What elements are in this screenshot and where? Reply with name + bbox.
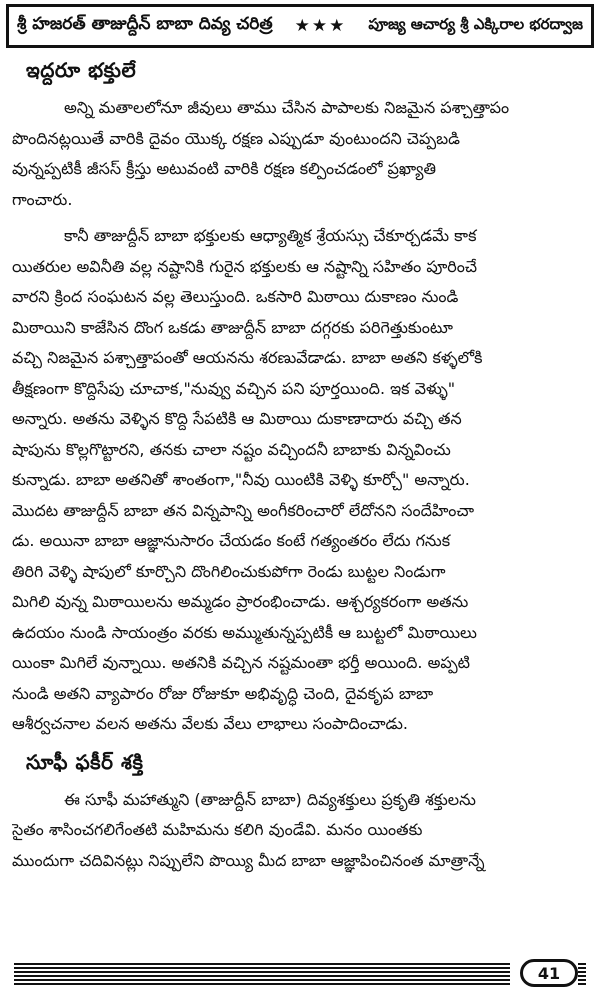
running-header (6, 4, 594, 48)
paragraph (12, 93, 590, 215)
text-line: అన్ని మతాలలోనూ జీవులు తాము చేసిన పాపాలకు నిజమైన పశ్చాత్తాపం (64, 98, 510, 117)
text-line: డు. అయినా బాబా ఆజ్ఞానుసారం చేయడం కంటే గత్యంతరం లేదు గనుక (12, 531, 451, 550)
text-line: సైతం శాసించగలిగేంతటి మహిమను కలిగి వుండేవి. మనం యింతకు (12, 820, 423, 839)
text-line: తిరిగి వెళ్ళి షాపులో కూర్చొని దొంగిలించుకుపోగా రెండు బుట్టల నిండుగా (12, 561, 446, 581)
text-line: ఈ సూఫీ మహాత్ముని (తాజుద్దీన్ బాబా) దివ్యశక్తులు ప్రకృతి శక్తులను (64, 789, 476, 809)
text-line: నుండి అతని వ్యాపారం రోజు రోజుకూ అభివృద్ధి చెంది, దైవకృప బాబా (12, 683, 434, 703)
text-line: పొందినట్లయితే వారికి దైవం యొక్క రక్షణ ఎప్పుడూ వుంటుందని చెప్పబడి (12, 128, 460, 148)
section-heading-1: ఇద్దరూ భక్తులే (26, 58, 137, 82)
book-title: శ్రీ హజరత్ తాజుద్దీన్ బాబా దివ్య చరిత్ర (17, 14, 273, 34)
text-line: షాపును కొల్లగొట్టారని, తనకు చాలా నష్టం వచ్చిందనీ బాబాకు విన్నవించు (12, 439, 451, 459)
text-line: వారని క్రింద సంఘటన వల్ల తెలుస్తుంది. ఒకసారి మిఠాయి దుకాణం నుండి (12, 287, 459, 306)
page-content (12, 58, 590, 882)
text-line: ఉదయం నుండి సాయంత్రం వరకు అమ్ముతున్నప్పటికీ ఆ బుట్టలో మిఠాయిలు (12, 622, 477, 642)
paragraph (12, 221, 590, 740)
text-line: యితరుల అవినీతి వల్ల నష్టానికి గురైన భక్తులకు ఆ నష్టాన్ని సహితం పూరించే (12, 256, 478, 276)
text-line: అన్నారు. అతను వెళ్ళిన కొద్ది సేపటికి ఆ మిఠాయి దుకాణాదారు వచ్చి తన (12, 409, 462, 428)
text-line: తీక్షణంగా కొద్దిసేపు చూచాక,"నువ్వు వచ్చిన పని పూర్తయింది. ఇక వెళ్ళు" (12, 378, 456, 398)
text-line: కానీ తాజుద్దీన్ బాబా భక్తులకు ఆధ్యాత్మిక శ్రేయస్సు చేకూర్చడమే కాక (64, 226, 477, 245)
paragraph (12, 785, 590, 877)
text-line: గాంచారు. (12, 189, 73, 209)
text-line: వచ్చి నిజమైన పశ్చాత్తాపంతో ఆయనను శరణువేడాడు. బాబా అతని కళ్ళలోకి (12, 348, 483, 367)
text-line: ముందుగా చదివినట్లు నిప్పులేని పొయ్యి మీద బాబా ఆజ్ఞాపించినంత మాత్రాన్నే (12, 850, 485, 870)
text-line: కున్నాడు. బాబా అతనితో శాంతంగా,"నీవు యింటికి వెళ్ళి కూర్చో" అన్నారు. (12, 470, 470, 489)
text-line: ఆశీర్వచనాల వలన అతను వేలకు వేలు లాభాలు సంపాదించాడు. (12, 714, 409, 733)
text-line: యింకా మిగిలే వున్నాయి. అతనికి వచ్చిన నష్టమంతా భర్తీ అయింది. అప్పటి (12, 653, 470, 672)
page-footer (14, 959, 586, 989)
text-line: మిగిలి వున్న మిఠాయిలను అమ్మడం ప్రారంభించాడు. ఆశ్చర్యకరంగా అతను (12, 592, 469, 611)
page-number: 41 (520, 959, 578, 987)
author-name: పూజ్య ఆచార్య శ్రీ ఎక్కిరాల భరద్వాజ (368, 15, 583, 33)
section-heading-2: సూఫీ ఫకీర్ శక్తి (26, 749, 144, 774)
footer-rules-decoration-right (578, 963, 586, 985)
text-line: వున్నప్పటికీ జీసస్ క్రీస్తు అటువంటి వారికి రక్షణ కల్పించడంలో ప్రఖ్యాతి (12, 159, 436, 178)
star-ornament: ★★★ (294, 16, 347, 36)
text-line: మిఠాయిని కాజేసిన దొంగ ఒకడు తాజుద్దీన్ బాబా దగ్గరకు పరిగెత్తుకుంటూ (12, 317, 453, 337)
footer-rules-decoration (14, 963, 510, 985)
text-line: మొదట తాజుద్దీన్ బాబా తన విన్నపాన్ని అంగీకరించారో లేదోనని సందేహించా (12, 500, 475, 520)
